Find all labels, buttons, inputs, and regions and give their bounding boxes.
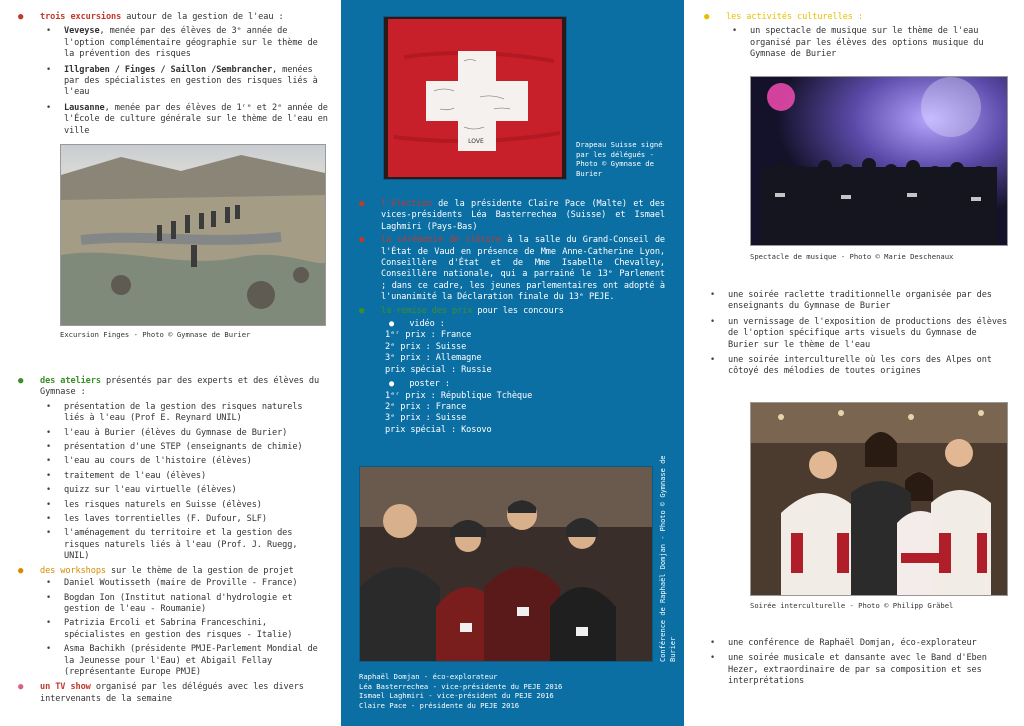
excursions-title: trois excursions: [40, 12, 122, 22]
swiss-flag-photo: [383, 16, 567, 180]
bullet-icon: •: [46, 401, 52, 412]
activity-text: une soirée musicale et dansante avec le Band d'Eben Hezer, extraordinaire de par sa composition et ses interprétations: [728, 653, 987, 687]
activity-item: [704, 355, 1008, 378]
atelier-item: [40, 428, 326, 439]
bullet-icon: ●: [359, 305, 365, 316]
bullet-icon: •: [46, 102, 52, 113]
election-lead: l'élection: [381, 199, 432, 209]
bullet-icon: ●: [359, 235, 365, 246]
middle-column: [341, 0, 684, 726]
prix-line: prix spécial : Kosovo: [385, 424, 492, 435]
culture-text: un spectacle de musique sur le thème de l'eau organisé par les élèves des options musique du Gymnase de Burier: [750, 26, 984, 60]
workshop-item: [40, 593, 326, 616]
bullet-icon: •: [46, 427, 52, 438]
atelier-text: les risques naturels en Suisse (élèves): [64, 499, 262, 510]
atelier-text: l'eau à Burier (élèves du Gymnase de Burier): [64, 427, 288, 438]
prix-video: [385, 319, 665, 376]
bullet-icon: •: [710, 316, 716, 327]
excursion-name: Illgraben / Finges / Saillon /Sembrancher: [64, 64, 273, 75]
bullet-icon: ●: [18, 12, 24, 22]
ateliers-intro: présentés par des experts et des élèves du Gymnase :: [40, 376, 320, 398]
workshop-item: [40, 644, 326, 678]
excursion-name: Veveyse: [64, 26, 100, 37]
bullet-icon: •: [46, 470, 52, 481]
culture-section: [704, 12, 1012, 61]
bullet-icon: •: [732, 26, 738, 37]
bullet-icon: •: [710, 653, 716, 664]
atelier-item: [40, 442, 326, 453]
atelier-item: [40, 485, 326, 496]
workshop-text: Bogdan Ion (Institut national d'hydrologie et gestion de l'eau - Roumanie): [64, 592, 293, 614]
bullet-icon: ●: [389, 379, 395, 390]
atelier-item: [40, 471, 326, 482]
prix-lead: la remise des prix: [381, 305, 473, 316]
workshops-intro: sur le thème de la gestion de projet: [105, 565, 294, 576]
prix-line: 2ᵉ prix : France: [385, 401, 467, 412]
bullet-icon: •: [46, 578, 52, 589]
bullet-icon: ●: [18, 565, 24, 576]
excursion-name: Lausanne: [64, 102, 105, 113]
bullet-icon: •: [46, 644, 52, 655]
ateliers-section: [18, 376, 326, 563]
bullet-icon: •: [46, 514, 52, 525]
activity-item: [704, 638, 1008, 649]
prix-line: 3ᵉ prix : Allemagne: [385, 353, 482, 364]
ateliers-title: des ateliers: [40, 376, 101, 386]
bullet-icon: •: [710, 290, 716, 300]
tvshow-title: un TV show: [40, 682, 91, 693]
video-label: vidéo :: [409, 319, 445, 330]
culture-title: les activités culturelles :: [726, 12, 863, 22]
poster-label: poster :: [409, 379, 450, 390]
excursion-desc: , menée par des élèves de 1ʳᵉ et 2ᵉ année de l'École de culture générale sur le thème de l'eau en ville: [64, 102, 328, 136]
prix-line: 1ᵉʳ prix : France: [385, 330, 472, 341]
activity-item: [704, 290, 1008, 313]
workshop-text: Patrizia Ercoli et Sabrina Franceschini, spécialistes en gestion des risques - Italie): [64, 618, 293, 640]
activity-text: un vernissage de l'exposition de productions des élèves de l'option spécifique arts visuels du Gymnase de Burier sur le thème de l'eau: [728, 316, 1008, 350]
workshop-text: Asma Bachikh (présidente PMJE-Parlement Mondial de la Jeunesse pour l'Eau) et Abigail Fellay (représentante Europe PMJE): [64, 644, 318, 677]
bullet-icon: •: [46, 618, 52, 629]
bullet-icon: •: [46, 592, 52, 603]
caption-line: Raphaël Domjan - éco-explorateur: [359, 672, 498, 681]
bullet-icon: •: [46, 499, 52, 510]
atelier-item: [40, 402, 326, 425]
election-text: de la présidente Claire Pace (Malte) et des vices-présidents Léa Basterrechea (Suisse) et Ismael Laghmiri (Pays-Bas): [381, 199, 665, 232]
prix-line: 2ᵉ prix : Suisse: [385, 341, 467, 352]
excursion-item: [40, 103, 328, 137]
atelier-text: présentation d'une STEP (enseignants de chimie): [64, 442, 303, 453]
flag-signature: LOVE: [468, 138, 484, 145]
ceremonie-lead: la cérémonie de clôture: [381, 235, 502, 246]
bullet-icon: •: [46, 26, 52, 37]
left-column: [0, 0, 340, 726]
flag-caption: Drapeau Suisse signé par les délégués - Photo © Gymnase de Burier: [576, 140, 663, 178]
excursion-photo-caption: Excursion Finges - Photo © Gymnase de Burier: [60, 330, 251, 339]
excursion-desc: , menée par des élèves de 3ᵉ année de l'option complémentaire géographie sur le thème de la prévention des risques: [64, 26, 318, 60]
activity-text: une conférence de Raphaël Domjan, éco-explorateur: [728, 638, 977, 648]
caption-line: Léa Basterrechea - vice-présidente du PEJE 2016: [359, 681, 563, 691]
atelier-item: [40, 456, 326, 467]
atelier-text: quizz sur l'eau virtuelle (élèves): [64, 485, 237, 496]
culture-item: [726, 26, 1012, 60]
right-column: [684, 0, 1024, 726]
atelier-item: [40, 528, 326, 562]
soiree-caption: Soirée interculturelle - Photo © Philipp Gräbel: [750, 601, 954, 610]
prix-line: prix spécial : Russie: [385, 364, 492, 375]
tvshow-section: [18, 682, 326, 705]
activity-text: une soirée raclette traditionnelle organisée par des enseignants du Gymnase de Burier: [728, 290, 992, 312]
soiree-photo: [750, 402, 1008, 596]
excursion-desc: , menées par des spécialistes en gestion des risques liés à l'eau: [64, 64, 318, 98]
excursion-photo: [60, 144, 326, 326]
atelier-text: les laves torrentielles (F. Dufour, SLF): [64, 514, 267, 525]
activity-item: [704, 317, 1008, 351]
atelier-text: traitement de l'eau (élèves): [64, 470, 207, 481]
bullet-icon: •: [46, 64, 52, 75]
group-photo: [359, 466, 653, 662]
prix-line: 3ᵉ prix : Suisse: [385, 413, 467, 424]
atelier-item: [40, 514, 326, 525]
excursions-intro: autour de la gestion de l'eau :: [121, 12, 284, 22]
bullet-icon: ●: [704, 12, 710, 22]
workshop-text: Daniel Woutisseth (maire de Proville - France): [64, 578, 298, 589]
prix-poster: [385, 379, 665, 436]
prix-line: 1ᵉʳ prix : République Tchèque: [385, 390, 533, 401]
bullet-icon: ●: [18, 376, 24, 386]
tvshow-desc: organisé par les délégués avec les divers intervenants de la semaine: [40, 682, 304, 704]
ceremonie-item: [359, 235, 665, 303]
atelier-text: présentation de la gestion des risques naturels liés à l'eau (Prof E. Reynard UNIL): [64, 401, 303, 424]
prix-item: [359, 306, 665, 436]
workshops-title: des workshops: [40, 565, 106, 576]
atelier-item: [40, 500, 326, 511]
atelier-text: l'aménagement du territoire et la gestion des risques naturels liés à l'eau (Prof. J. Ruegg, UNIL): [64, 528, 298, 562]
caption-line: Claire Pace - présidente du PEJE 2016: [359, 700, 520, 710]
bullet-icon: •: [46, 456, 52, 467]
bullet-icon: ●: [359, 199, 365, 209]
caption-line: Ismael Laghmiri - vice-président du PEJE 2016: [359, 691, 554, 700]
concert-caption: Spectacle de musique - Photo © Marie Deschenaux: [750, 252, 954, 261]
bullet-icon: •: [46, 528, 52, 539]
workshop-item: [40, 578, 326, 589]
activity-item: [704, 653, 1008, 687]
election-item: [359, 199, 665, 233]
bullet-icon: •: [710, 355, 716, 366]
prix-text: pour les concours: [472, 305, 564, 316]
group-caption: [359, 672, 659, 710]
activity-text: une soirée interculturelle où les cors des Alpes ont côtoyé des mélodies de toutes origines: [728, 355, 992, 377]
atelier-text: l'eau au cours de l'histoire (élèves): [64, 456, 252, 467]
bullet-icon: ●: [389, 319, 395, 330]
bullet-icon: •: [710, 638, 716, 648]
bullet-icon: ●: [18, 682, 24, 693]
group-photo-side-caption: Conférence de Raphaël Domjan - Photo © Gymnase de Burier: [659, 455, 677, 662]
workshops-section: [18, 566, 326, 679]
excursion-item: [40, 26, 328, 60]
ceremonie-text: à la salle du Grand-Conseil de l'État de Vaud en présence de Mme Anne-Catherine Lyon, Conseillère d'État et de Mme Isabelle Chevalley, Conseillère nationale, qui a parrainé le 13ᵉ Parlement ; dans ce cadre, les jeunes parlementaires ont adopté à l'unanimité la Déclaration finale du 13ᵉ PEJE.: [381, 235, 666, 303]
bullet-icon: •: [46, 485, 52, 496]
concert-photo: [750, 76, 1008, 246]
excursion-item: [40, 65, 328, 99]
workshop-item: [40, 618, 326, 641]
excursions-section: [18, 12, 328, 137]
bullet-icon: •: [46, 442, 52, 453]
